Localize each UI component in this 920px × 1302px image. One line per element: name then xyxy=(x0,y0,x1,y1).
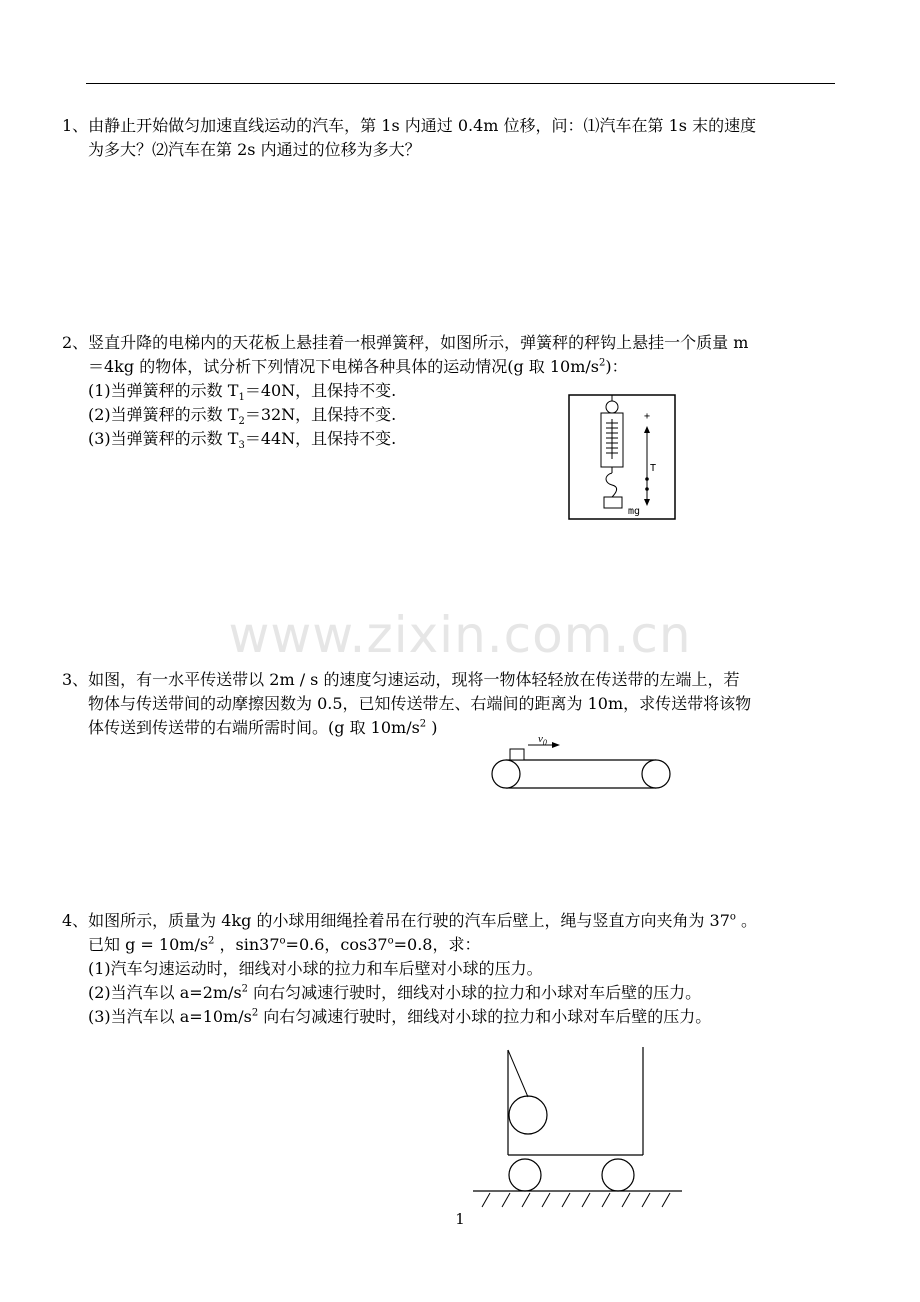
q3-line1: 3、如图，有一水平传送带以 2m / s 的速度匀速运动，现将一物体轻轻放在传送带的左端上，若 xyxy=(62,670,740,689)
q4-item-3: (3)当汽车以 $a=10m/s^2$ 向右匀减速行驶时，细线对小球的拉力和小球对车后壁的压力。 xyxy=(88,1007,712,1026)
q4-item-1: (1)汽车匀速运动时，细线对小球的拉力和车后壁对小球的压力。 xyxy=(88,959,543,978)
conveyor-belt-diagram xyxy=(488,733,676,793)
q3-line3: 体传送到传送带的右端所需时间。(g 取 $10m/s^2$ ) xyxy=(88,718,438,737)
q2-item-2: (2)当弹簧秤的示数 $T_2=32N$，且保持不变. xyxy=(88,405,397,428)
fig-plus-label: + xyxy=(644,411,651,422)
q2-item-1: (1)当弹簧秤的示数 $T_1=40N$，且保持不变. xyxy=(88,381,397,404)
q2-line1: 2、竖直升降的电梯内的天花板上悬挂着一根弹簧秤，如图所示，弹簧秤的秤钩上悬挂一个质量 m xyxy=(62,333,749,352)
q4-line2: 已知 $g = 10m/s^2$ ，$\sin 37^o=0.6$，$\cos 37^o=0.8$，求： xyxy=(88,935,481,954)
fig-velocity-label: $v_0$ xyxy=(538,733,547,747)
elevator-spring-diagram xyxy=(568,393,676,521)
q4-item-2: (2)当汽车以 $a=2m/s^2$ 向右匀减速行驶时，细线对小球的拉力和小球对车后壁的压力。 xyxy=(88,983,702,1002)
fig-tension-label: T xyxy=(650,463,657,474)
q1-line2: 为多大？⑵汽车在第 2s 内通过的位移为多大？ xyxy=(88,140,421,159)
car-ball-diagram xyxy=(470,1045,685,1213)
q1-line1: 1、由静止开始做匀加速直线运动的汽车，第 1s 内通过 0.4m 位移，问：⑴汽车在第 1s 末的速度 xyxy=(62,116,757,135)
header-rule xyxy=(86,83,835,84)
q2-line2: ＝4kg 的物体，试分析下列情况下电梯各种具体的运动情况(g 取 $10m/s^2$)： xyxy=(88,357,628,376)
fig-weight-label: mg xyxy=(628,506,641,517)
q2-item-3: (3)当弹簧秤的示数 $T_3=44N$，且保持不变. xyxy=(88,429,397,452)
q3-line2: 物体与传送带间的动摩擦因数为 0.5，已知传送带左、右端间的距离为 10m，求传送带将该物 xyxy=(88,694,752,713)
page-number: 1 xyxy=(455,1210,465,1228)
q4-line1: 4、如图所示，质量为 4kg 的小球用细绳拴着吊在行驶的汽车后壁上，绳与竖直方向夹角为 37$^o$ 。 xyxy=(62,911,758,930)
watermark: www.zixin.com.cn xyxy=(228,606,692,664)
